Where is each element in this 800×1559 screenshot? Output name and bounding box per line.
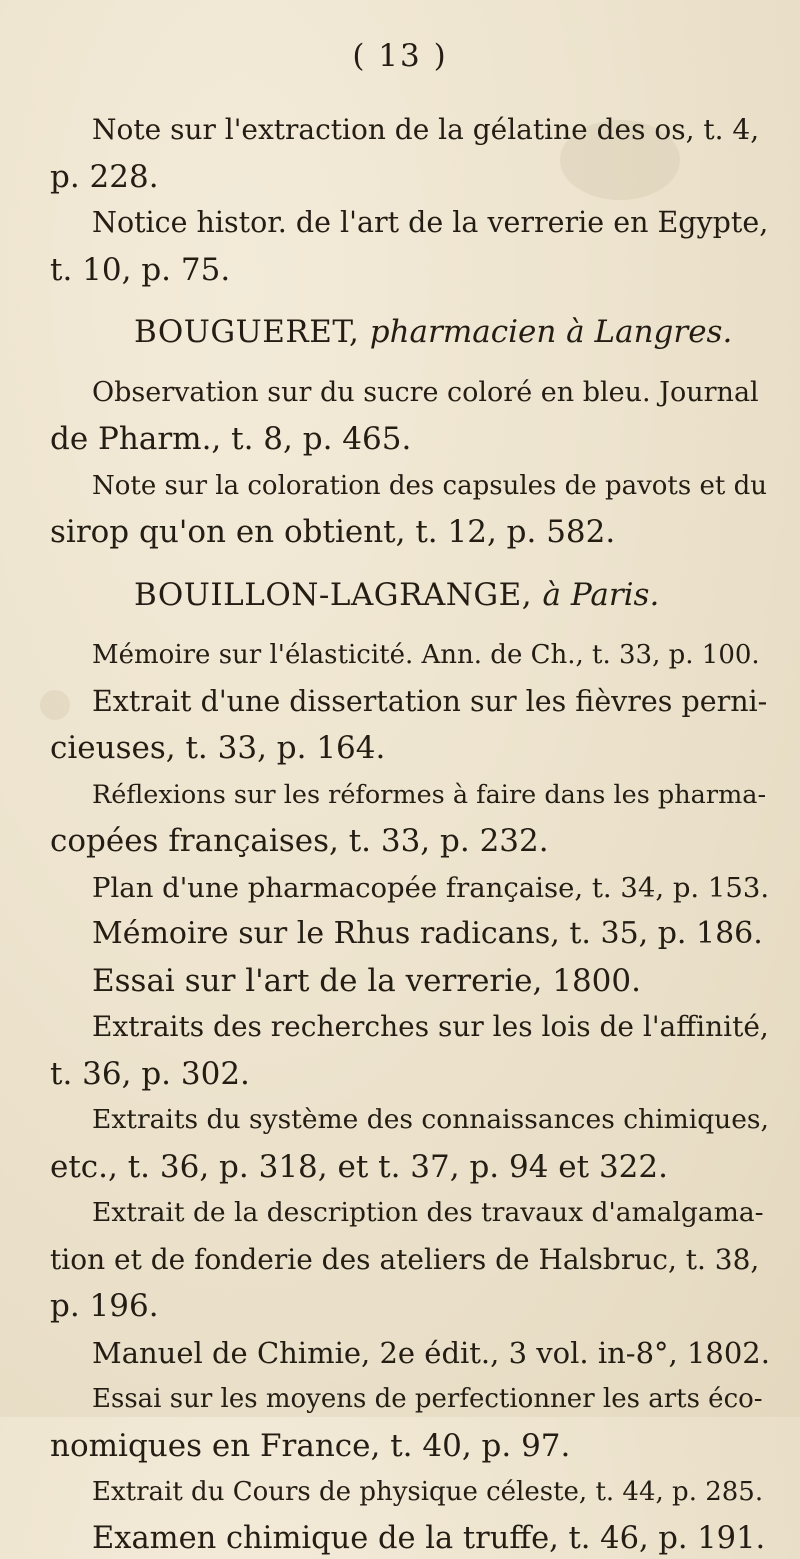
entry-line: Extrait de la description des travaux d'amalgama- [92, 1197, 764, 1228]
author-place: à Paris. [542, 576, 660, 613]
entry-line: Extraits du système des connaissances chimiques, [92, 1104, 769, 1135]
entry-line: Extrait du Cours de physique céleste, t. 44, p. 285. [92, 1477, 764, 1507]
author-heading [134, 314, 732, 350]
entry-line: Essai sur l'art de la verrerie, 1800. [92, 962, 641, 999]
entry-line: nomiques en France, t. 40, p. 97. [50, 1427, 571, 1464]
entry-line: Notice histor. de l'art de la verrerie en Egypte, [92, 206, 769, 239]
entry-line: t. 36, p. 302. [50, 1055, 250, 1092]
entry-line: Extraits des recherches sur les lois de l'affinité, [92, 1010, 769, 1043]
entry-line: tion et de fonderie des ateliers de Halsbruc, t. 38, [50, 1242, 760, 1276]
entry-line: Essai sur les moyens de perfectionner les arts éco- [92, 1384, 763, 1414]
entry-line: Examen chimique de la truffe, t. 46, p. 191. [92, 1520, 766, 1556]
entry-line: p. 228. [50, 158, 159, 195]
entry-line: de Pharm., t. 8, p. 465. [50, 421, 412, 457]
entry-line: Note sur l'extraction de la gélatine des os, t. 4, [92, 113, 760, 146]
entry-line: cieuses, t. 33, p. 164. [50, 730, 386, 766]
entry-line: Mémoire sur le Rhus radicans, t. 35, p. 186. [92, 916, 763, 951]
entry-line: etc., t. 36, p. 318, et t. 37, p. 94 et 322. [50, 1148, 668, 1185]
entry-line: Note sur la coloration des capsules de pavots et du [92, 470, 767, 501]
paper-stain [40, 690, 70, 720]
author-place: pharmacien à Langres. [369, 314, 733, 350]
entry-line: Réflexions sur les réformes à faire dans les pharma- [92, 779, 767, 810]
entry-line: sirop qu'on en obtient, t. 12, p. 582. [50, 514, 616, 550]
entry-line: copées françaises, t. 33, p. 232. [50, 823, 549, 859]
entry-line: p. 196. [50, 1288, 159, 1324]
entry-line: Manuel de Chimie, 2e édit., 3 vol. in-8°, 1802. [92, 1335, 770, 1370]
entry-line: Observation sur du sucre coloré en bleu. Journal [92, 376, 759, 408]
entry-line: Plan d'une pharmacopée française, t. 34, p. 153. [92, 871, 770, 904]
author-name: BOUGUERET, [134, 314, 360, 350]
author-name: BOUILLON-LAGRANGE, [134, 576, 533, 613]
entry-line: Mémoire sur l'élasticité. Ann. de Ch., t. 33, p. 100. [92, 640, 760, 670]
author-heading [134, 577, 659, 613]
entry-line: Extrait d'une dissertation sur les fièvres perni- [92, 684, 768, 718]
page-number: ( 13 ) [352, 38, 448, 74]
entry-line: t. 10, p. 75. [50, 251, 231, 288]
